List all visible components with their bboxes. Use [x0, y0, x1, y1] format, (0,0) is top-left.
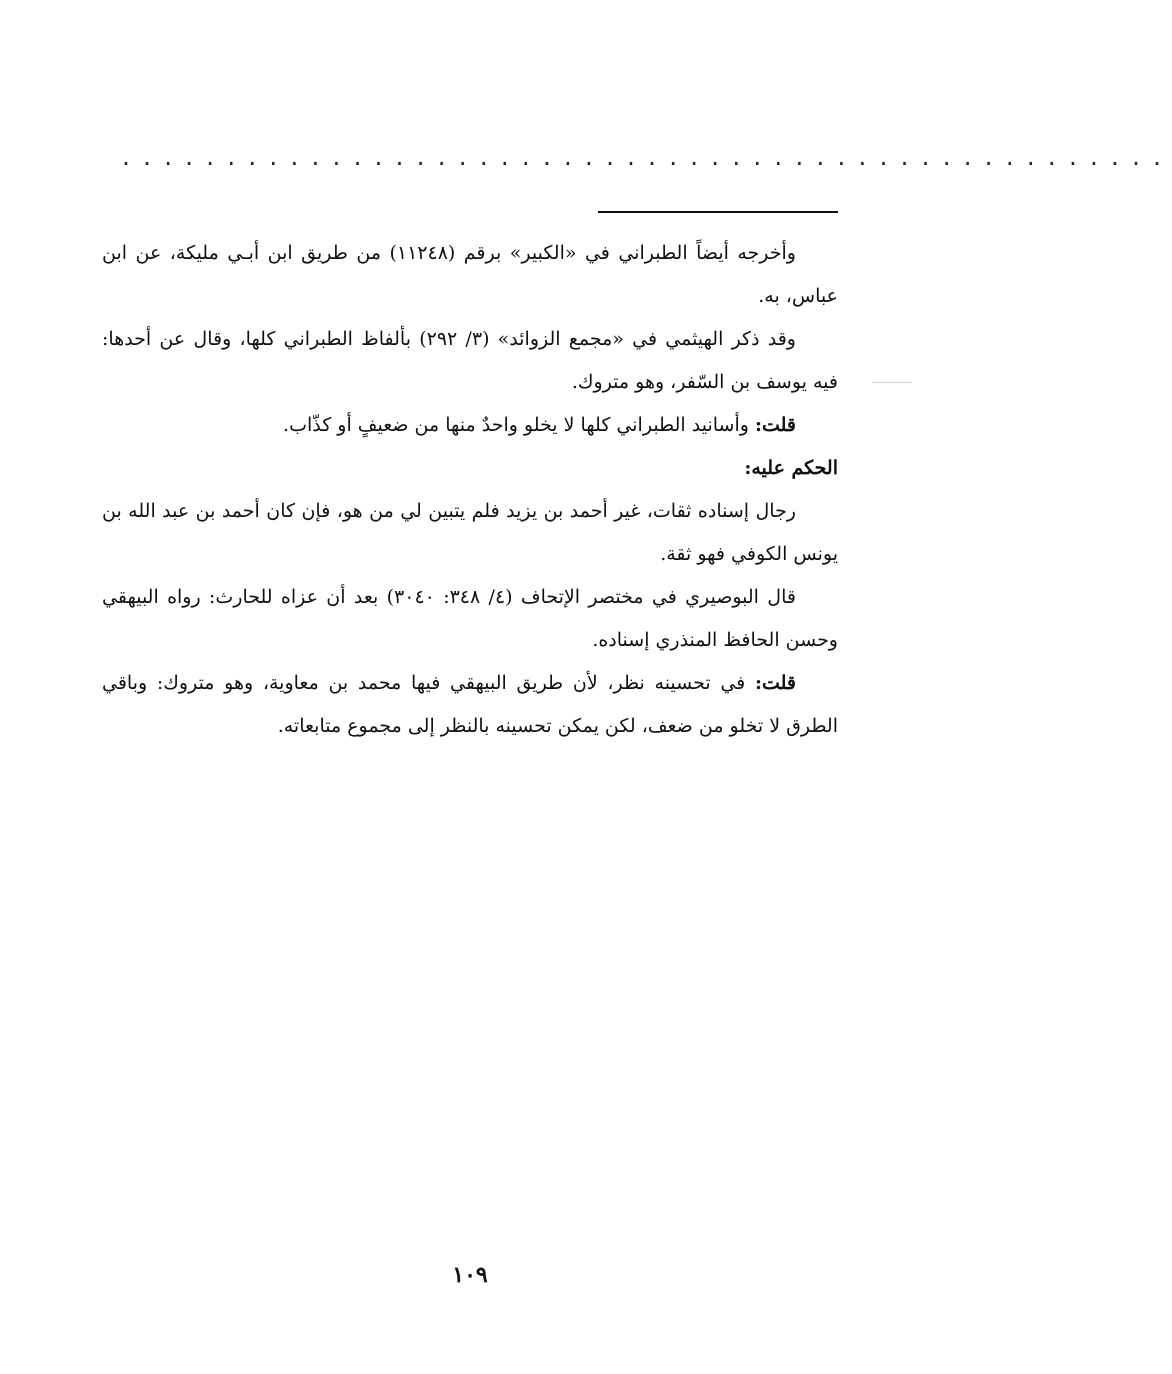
final-comment-text: في تحسينه نظر، لأن طريق البيهقي فيها محمد بن معاوية، وهو متروك: وباقي الطرق لا تخلو من ضعف، لكن يمكن تحسينه بالنظر إلى مجموع متابعاته.	[102, 672, 838, 737]
paragraph-final-comment	[102, 662, 838, 748]
footnote-rule	[598, 211, 838, 213]
document-body	[102, 232, 838, 748]
paragraph-comment	[102, 404, 838, 447]
section-heading: الحكم عليه:	[744, 457, 838, 479]
scan-mark	[872, 382, 912, 383]
page-number: ١٠٩	[452, 1262, 488, 1288]
final-comment-lead: قلت:	[754, 672, 796, 694]
paragraph-takhrij: وأخرجه أيضاً الطبراني في «الكبير» برقم (١١٢٤٨) من طريق ابن أبـي مليكة، عن ابن عباس، به.	[102, 242, 838, 307]
comment-text: وأسانيد الطبراني كلها لا يخلو واحدٌ منها من ضعيفٍ أو كذّاب.	[283, 414, 755, 436]
paragraph-haythami: وقد ذكر الهيثمي في «مجمع الزوائد» (٣/ ٢٩٢) بألفاظ الطبراني كلها، وقال عن أحدها: فيه يوسف بن السّفر، وهو متروك.	[102, 328, 838, 393]
comment-lead: قلت:	[754, 414, 796, 436]
paragraph-narrators: رجال إسناده ثقات، غير أحمد بن يزيد فلم يتبين لي من هو، فإن كان أحمد بن عبد الله بن يونس الكوفي فهو ثقة.	[102, 500, 838, 565]
paragraph-busiri: قال البوصيري في مختصر الإتحاف (٤/ ٣٤٨: ٣٠٤٠) بعد أن عزاه للحارث: رواه البيهقي وحسن الحافظ المنذري إسناده.	[102, 586, 838, 651]
dotted-divider: ..................................................	[120, 146, 1172, 170]
